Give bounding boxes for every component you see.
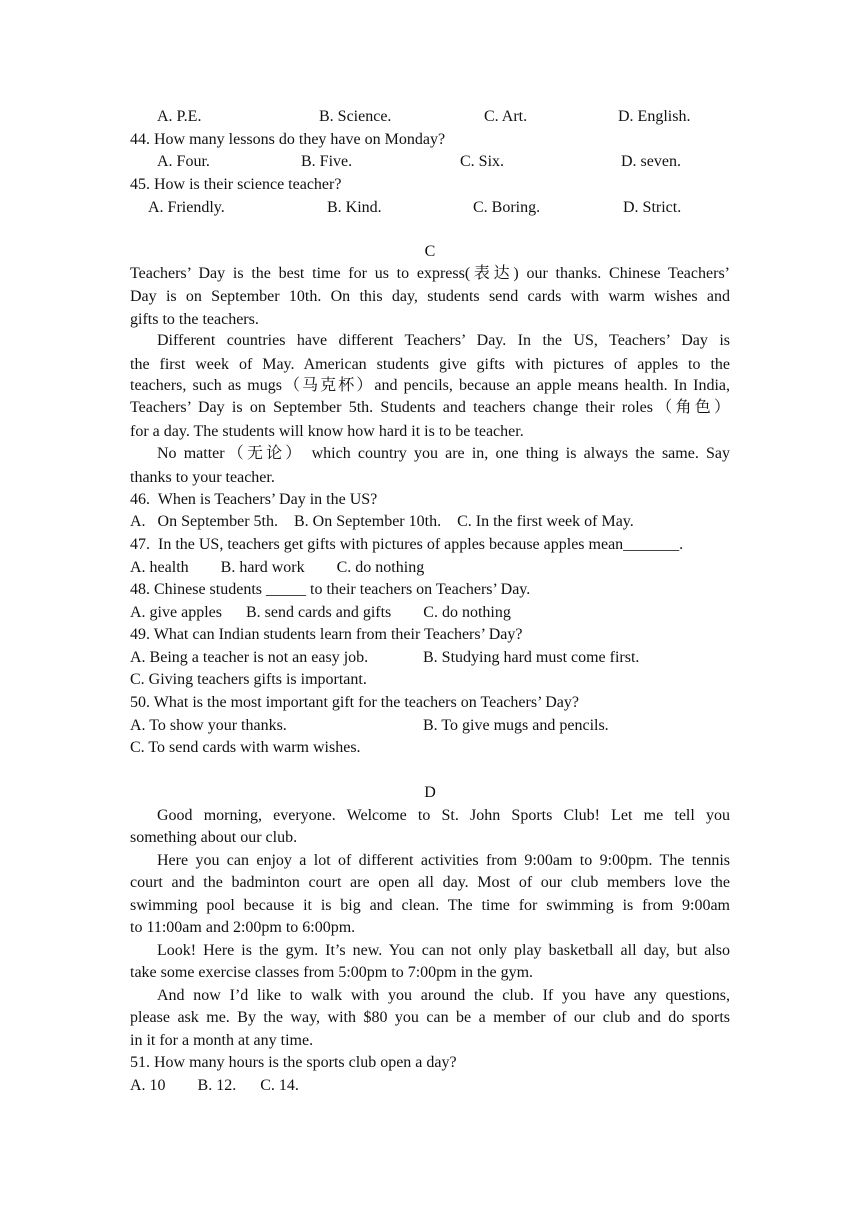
section-d-p1-line1: Good morning, everyone. Welcome to St. John Sports Club! Let me tell you bbox=[157, 807, 730, 824]
section-c-p2-line3: teachers, such as mugs（马克杯）and pencils, because an apple means health. In India, bbox=[130, 377, 730, 394]
q45-option-d: D. Strict. bbox=[623, 199, 682, 216]
q49-option-b: B. Studying hard must come first. bbox=[423, 649, 640, 666]
q46-stem: 46. When is Teachers’ Day in the US? bbox=[130, 491, 378, 508]
q43-option-a: A. P.E. bbox=[157, 108, 202, 125]
section-d-p2-line2: court and the badminton court are open all day. Most of our club members love the bbox=[130, 874, 730, 891]
section-c-p1-line3: gifts to the teachers. bbox=[130, 311, 259, 328]
section-c-p2-line4: Teachers’ Day is on September 5th. Students and teachers change their roles（角色） bbox=[130, 399, 730, 416]
section-c-p1-line1: Teachers’ Day is the best time for us to express(表达) our thanks. Chinese Teachers’ bbox=[130, 265, 730, 282]
section-d-p4-line2: please ask me. By the way, with $80 you can be a member of our club and do sports bbox=[130, 1009, 730, 1026]
section-c-p3-line1: No matter（无论） which country you are in, one thing is always the same. Say bbox=[157, 445, 730, 462]
q47-stem: 47. In the US, teachers get gifts with pictures of apples because apples mean_______. bbox=[130, 536, 684, 553]
q49-stem: 49. What can Indian students learn from their Teachers’ Day? bbox=[130, 626, 523, 643]
q50-option-c: C. To send cards with warm wishes. bbox=[130, 739, 361, 756]
q51-stem: 51. How many hours is the sports club open a day? bbox=[130, 1054, 457, 1071]
section-d-p1-line2: something about our club. bbox=[130, 829, 298, 846]
section-c-p2-line2: the first week of May. American students give gifts with pictures of apples to the bbox=[130, 356, 730, 373]
q45-option-a: A. Friendly. bbox=[148, 199, 225, 216]
q44-option-c: C. Six. bbox=[460, 153, 505, 170]
q46-options: A. On September 5th. B. On September 10th. C. In the first week of May. bbox=[130, 513, 634, 530]
section-d-p3-line2: take some exercise classes from 5:00pm to 7:00pm in the gym. bbox=[130, 964, 534, 981]
q49-option-a: A. Being a teacher is not an easy job. bbox=[130, 649, 369, 666]
q50-option-a: A. To show your thanks. bbox=[130, 717, 287, 734]
section-d-p2-line4: to 11:00am and 2:00pm to 6:00pm. bbox=[130, 919, 356, 936]
q44-stem: 44. How many lessons do they have on Monday? bbox=[130, 131, 446, 148]
section-d-p4-line3: in it for a month at any time. bbox=[130, 1032, 314, 1049]
section-c-heading: C bbox=[424, 243, 436, 260]
q45-option-b: B. Kind. bbox=[327, 199, 382, 216]
section-c-p3-line2: thanks to your teacher. bbox=[130, 469, 275, 486]
q43-option-c: C. Art. bbox=[484, 108, 528, 125]
q50-stem: 50. What is the most important gift for the teachers on Teachers’ Day? bbox=[130, 694, 579, 711]
q45-stem: 45. How is their science teacher? bbox=[130, 176, 342, 193]
q47-options: A. health B. hard work C. do nothing bbox=[130, 559, 425, 576]
q48-stem: 48. Chinese students _____ to their teachers on Teachers’ Day. bbox=[130, 581, 531, 598]
q50-option-b: B. To give mugs and pencils. bbox=[423, 717, 609, 734]
q51-options: A. 10 B. 12. C. 14. bbox=[130, 1077, 299, 1094]
section-d-p2-line1: Here you can enjoy a lot of different activities from 9:00am to 9:00pm. The tennis bbox=[157, 852, 730, 869]
q44-option-d: D. seven. bbox=[621, 153, 681, 170]
section-d-heading: D bbox=[424, 784, 436, 801]
q43-option-d: D. English. bbox=[618, 108, 691, 125]
section-d-p4-line1: And now I’d like to walk with you around the club. If you have any questions, bbox=[157, 987, 730, 1004]
section-c-p1-line2: Day is on September 10th. On this day, students send cards with warm wishes and bbox=[130, 288, 730, 305]
section-d-p2-line3: swimming pool because it is big and clean. The time for swimming is from 9:00am bbox=[130, 897, 730, 914]
q44-option-a: A. Four. bbox=[157, 153, 210, 170]
section-c-p2-line1: Different countries have different Teachers’ Day. In the US, Teachers’ Day is bbox=[157, 332, 730, 349]
section-c-p2-line5: for a day. The students will know how hard it is to be teacher. bbox=[130, 423, 524, 440]
q44-option-b: B. Five. bbox=[301, 153, 353, 170]
q48-options: A. give apples B. send cards and gifts C. do nothing bbox=[130, 604, 511, 621]
q45-option-c: C. Boring. bbox=[473, 199, 541, 216]
section-d-p3-line1: Look! Here is the gym. It’s new. You can not only play basketball all day, but also bbox=[157, 942, 730, 959]
q49-option-c: C. Giving teachers gifts is important. bbox=[130, 671, 367, 688]
q43-option-b: B. Science. bbox=[319, 108, 392, 125]
